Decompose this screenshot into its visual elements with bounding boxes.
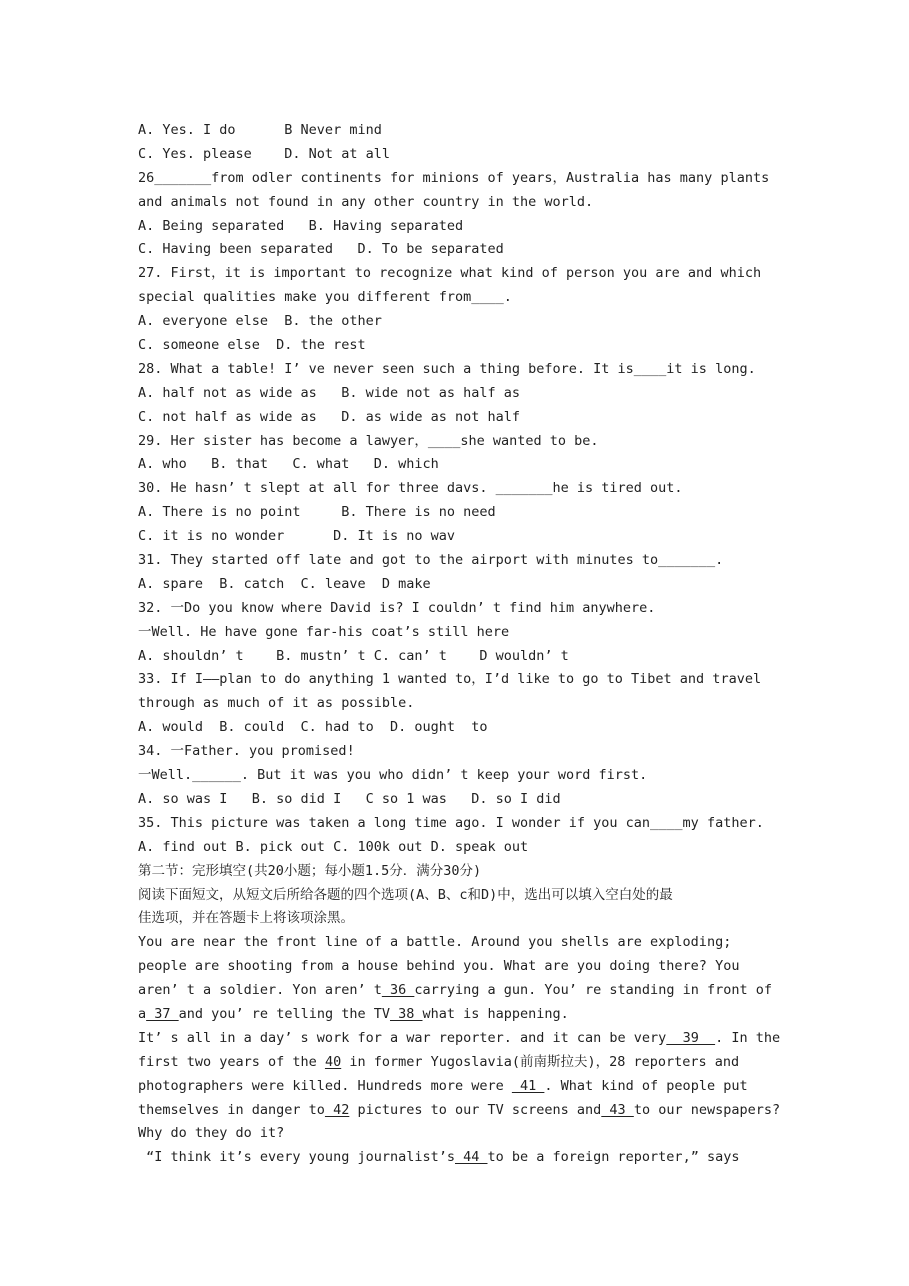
text-line <box>138 334 788 358</box>
text-line <box>138 477 788 501</box>
text-segment: to our newspapers? <box>633 1101 781 1118</box>
text-line <box>138 668 788 692</box>
text-line <box>138 716 788 740</box>
text-segment: photographers were killed. Hundreds more were <box>138 1077 512 1094</box>
text-line <box>138 167 788 191</box>
text-line <box>138 740 788 764</box>
text-line <box>138 621 788 645</box>
text-segment: people are shooting from a house behind you. What are you doing there? You <box>138 958 740 975</box>
blank-number: 43 <box>601 1101 634 1118</box>
text-segment: and animals not found in any other country in the world. <box>138 193 594 210</box>
blank-number: 37 <box>146 1005 179 1022</box>
text-segment: A. Being separated B. Having separated <box>138 217 464 234</box>
text-line <box>138 1051 788 1075</box>
text-line <box>138 286 788 310</box>
text-line <box>138 430 788 454</box>
text-line <box>138 1146 788 1170</box>
text-segment: 27. First，it is important to recognize what kind of person you are and which <box>138 265 762 282</box>
text-line <box>138 597 788 621</box>
blank-number: 42 <box>324 1101 350 1118</box>
text-line <box>138 358 788 382</box>
text-segment: A. spare B. catch C. leave D make <box>138 575 431 592</box>
text-segment: 29. Her sister has become a lawyer，____she wanted to be. <box>138 432 599 449</box>
text-line <box>138 406 788 430</box>
text-segment: in former Yugoslavia(前南斯拉夫)，28 reporters and <box>341 1053 740 1070</box>
text-line <box>138 1122 788 1146</box>
text-segment: A. There is no point B. There is no need <box>138 504 496 521</box>
text-segment: to be a foreign reporter,” says <box>487 1149 740 1166</box>
text-segment: 一Well.______. But it was you who didn’ t keep your word first. <box>138 767 648 784</box>
blank-number: 39 <box>666 1029 716 1046</box>
text-segment: You are near the front line of a battle. Around you shells are exploding; <box>138 934 732 951</box>
text-segment: carrying a gun. You’ re standing in front of <box>414 982 772 999</box>
text-line <box>138 119 788 143</box>
text-segment: 第二节：完形填空(共20小题；每小题1.5分．满分30分) <box>138 862 482 879</box>
text-line <box>138 979 788 1003</box>
blank-number: 38 <box>389 1005 423 1022</box>
text-line <box>138 1027 788 1051</box>
text-segment: C. it is no wonder D. It is no wav <box>138 528 455 545</box>
text-segment: C. Having been separated D. To be separated <box>138 241 504 258</box>
text-segment: what is happening. <box>422 1005 569 1022</box>
text-line <box>138 907 788 931</box>
text-segment: through as much of it as possible. <box>138 695 415 712</box>
text-line <box>138 836 788 860</box>
text-line <box>138 382 788 406</box>
text-line <box>138 1003 788 1027</box>
text-line <box>138 1075 788 1099</box>
text-segment: themselves in danger to <box>138 1101 325 1118</box>
blank-number: 44 <box>454 1149 488 1166</box>
text-segment: 阅读下面短文，从短文后所给各题的四个选项(A、B、c和D)中，选出可以填入空白处的最 <box>138 886 673 903</box>
text-segment: “I think it’s every young journalist’s <box>138 1149 455 1166</box>
text-line <box>138 1099 788 1123</box>
text-line <box>138 525 788 549</box>
text-segment: A. so was I B. so did I C so 1 was D. so I did <box>138 790 561 807</box>
text-segment: It’ s all in a day’ s work for a war reporter. and it can be very <box>138 1029 667 1046</box>
text-segment: A. who B. that C. what D. which <box>138 456 439 473</box>
text-line <box>138 143 788 167</box>
text-segment: C. someone else D. the rest <box>138 337 366 354</box>
text-line <box>138 238 788 262</box>
text-line <box>138 764 788 788</box>
text-segment: special qualities make you different from____. <box>138 289 512 306</box>
text-segment: 32. 一Do you know where David is? I couldn’ t find him anywhere. <box>138 599 656 616</box>
blank-number: 40 <box>324 1053 342 1070</box>
text-line <box>138 549 788 573</box>
text-line <box>138 860 788 884</box>
text-segment: first two years of the <box>138 1053 325 1070</box>
text-line <box>138 453 788 477</box>
document-body <box>138 119 788 1170</box>
text-segment: A. Yes. I do B Never mind <box>138 122 382 138</box>
text-line <box>138 692 788 716</box>
text-segment: 一Well. He have gone far-his coat’s still here <box>138 623 510 640</box>
text-line <box>138 788 788 812</box>
text-segment: 30. He hasn’ t slept at all for three davs. _______he is tired out. <box>138 480 683 497</box>
text-line <box>138 884 788 908</box>
text-segment: 佳选项，并在答题卡上将该项涂黑。 <box>138 910 354 927</box>
text-segment: A. everyone else B. the other <box>138 313 382 330</box>
text-segment: 28. What a table! I’ ve never seen such a thing before. It is____it is long. <box>138 360 756 377</box>
text-line <box>138 931 788 955</box>
text-segment: 26_______from odler continents for minions of years，Australia has many plants <box>138 169 770 186</box>
text-segment: A. shouldn’ t B. mustn’ t C. can’ t D wouldn’ t <box>138 647 569 664</box>
text-segment: and you’ re telling the TV <box>178 1005 390 1022</box>
text-segment: Why do they do it? <box>138 1125 285 1142</box>
blank-number: 41 <box>511 1077 545 1094</box>
text-line <box>138 262 788 286</box>
text-segment: aren’ t a soldier. Yon aren’ t <box>138 982 382 999</box>
text-segment: 31. They started off late and got to the airport with minutes to_______. <box>138 552 724 569</box>
text-segment: A. would B. could C. had to D. ought to <box>138 719 488 736</box>
text-segment: 35. This picture was taken a long time ago. I wonder if you can____my father. <box>138 814 764 831</box>
text-line <box>138 215 788 239</box>
text-line <box>138 310 788 334</box>
text-segment: C. Yes. please D. Not at all <box>138 145 390 162</box>
text-segment: C. not half as wide as D. as wide as not half <box>138 408 521 425</box>
text-line <box>138 645 788 669</box>
text-segment: 33. If I——plan to do anything 1 wanted to，I’d like to go to Tibet and travel <box>138 671 762 688</box>
text-segment: a <box>138 1005 147 1022</box>
text-line <box>138 191 788 215</box>
text-segment: pictures to our TV screens and <box>349 1101 602 1118</box>
text-segment: 34. 一Father. you promised! <box>138 743 355 760</box>
text-line <box>138 812 788 836</box>
text-line <box>138 955 788 979</box>
blank-number: 36 <box>381 982 415 999</box>
text-line <box>138 501 788 525</box>
text-segment: . In the <box>715 1029 781 1046</box>
text-segment: . What kind of people put <box>544 1077 748 1094</box>
text-line <box>138 573 788 597</box>
text-segment: A. half not as wide as B. wide not as half as <box>138 384 521 401</box>
text-segment: A. find out B. pick out C. 100k out D. speak out <box>138 838 529 855</box>
